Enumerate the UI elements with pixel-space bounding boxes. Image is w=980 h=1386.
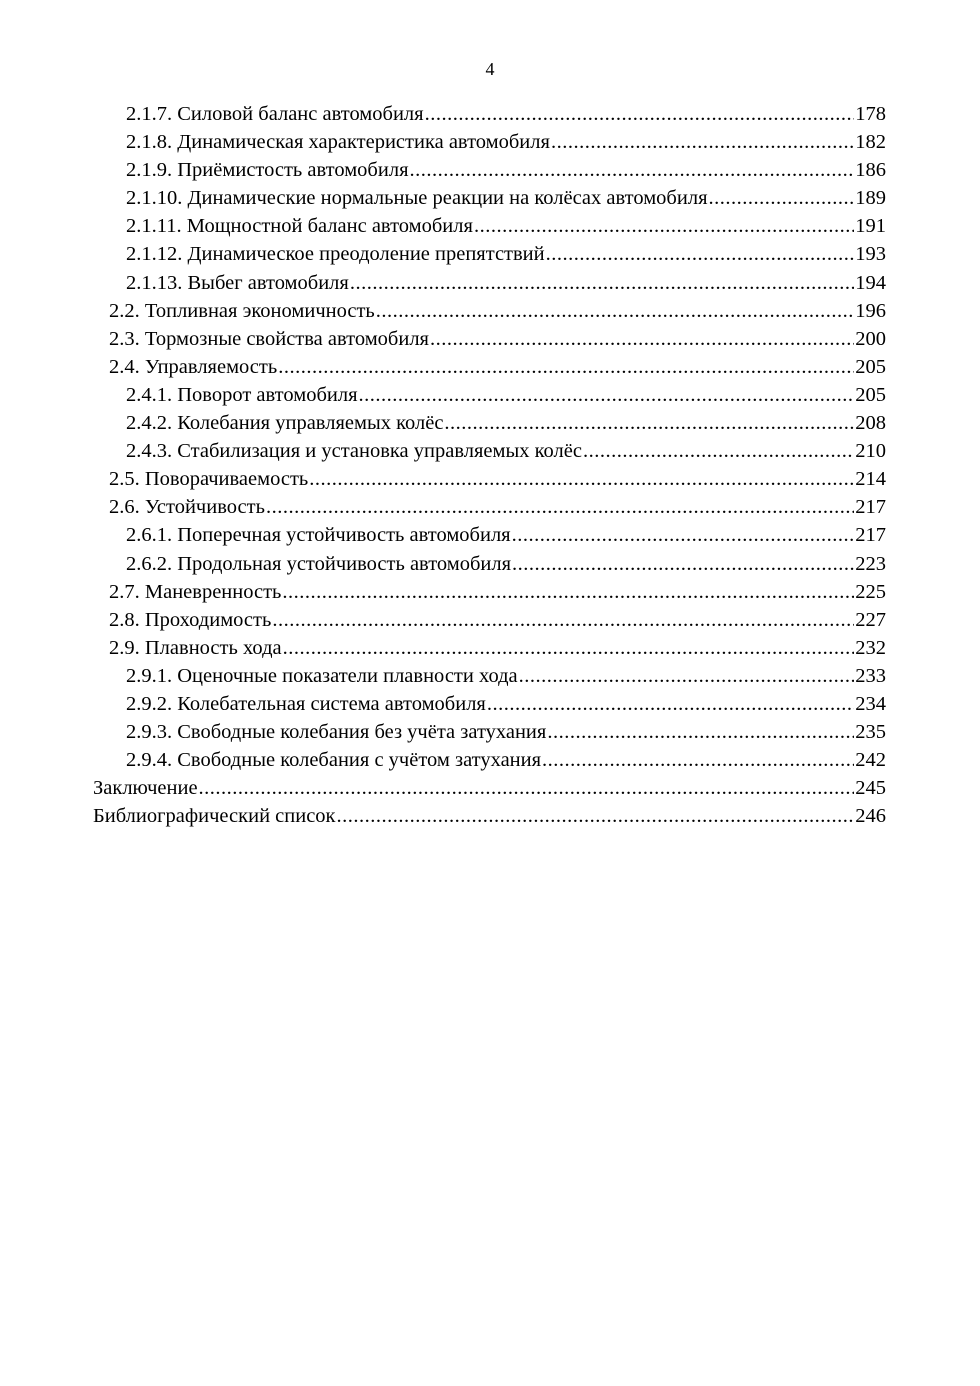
toc-entry-page: 189 [855, 187, 886, 210]
toc-entry-title: 2.1.10. Динамические нормальные реакции на колёсах автомобиля [126, 187, 708, 210]
toc-dot-leader [350, 269, 854, 297]
toc-entry-page: 208 [855, 412, 886, 435]
toc-entry-title: 2.1.7. Силовой баланс автомобиля [126, 103, 424, 125]
toc-entry-page: 217 [855, 496, 886, 519]
toc-entry [93, 802, 886, 830]
toc-dot-leader [583, 437, 854, 465]
toc-entry [93, 493, 886, 521]
toc-dot-leader [278, 353, 854, 381]
toc-dot-leader [444, 409, 854, 437]
toc-entry-title: 2.8. Проходимость [109, 608, 272, 631]
toc-entry-page: 186 [855, 159, 886, 182]
toc-dot-leader [512, 550, 854, 578]
toc-entry-title: 2.1.8. Динамическая характеристика автомобиля [126, 131, 550, 154]
toc-entry-page: 232 [855, 636, 886, 659]
toc-dot-leader [283, 634, 855, 662]
toc-entry-title: 2.1.11. Мощностной баланс автомобиля [126, 215, 473, 238]
table-of-contents [93, 100, 886, 830]
toc-entry-page: 182 [855, 131, 886, 154]
toc-entry [93, 156, 886, 184]
toc-entry [93, 521, 886, 549]
toc-entry-title: 2.4.2. Колебания управляемых колёс [126, 412, 444, 435]
toc-entry-page: 194 [855, 271, 886, 294]
toc-entry [93, 690, 886, 718]
toc-entry-page: 178 [855, 103, 886, 125]
toc-entry-page: 193 [855, 243, 886, 266]
toc-entry-title: 2.7. Маневренность [109, 580, 282, 603]
toc-entry-title: Заключение [93, 777, 198, 800]
toc-entry-title: 2.6.2. Продольная устойчивость автомобиля [126, 552, 512, 575]
toc-entry [93, 381, 886, 409]
toc-entry-page: 227 [855, 608, 886, 631]
toc-dot-leader [266, 493, 854, 521]
toc-dot-leader [410, 156, 855, 184]
toc-entry-title: 2.9.3. Свободные колебания без учёта затухания [126, 721, 547, 744]
toc-entry-page: 235 [855, 721, 886, 744]
toc-entry [93, 774, 886, 802]
toc-dot-leader [542, 746, 854, 774]
toc-entry [93, 465, 886, 493]
toc-dot-leader [199, 774, 855, 802]
toc-dot-leader [430, 325, 854, 353]
toc-entry [93, 409, 886, 437]
toc-entry-title: 2.3. Тормозные свойства автомобиля [109, 327, 429, 350]
toc-dot-leader [337, 802, 855, 830]
toc-entry-title: 2.9. Плавность хода [109, 636, 282, 659]
toc-dot-leader [546, 240, 855, 268]
toc-entry-page: 191 [855, 215, 886, 238]
toc-entry-title: 2.1.9. Приёмистость автомобиля [126, 159, 409, 182]
toc-entry-page: 205 [855, 383, 886, 406]
toc-entry-page: 210 [855, 440, 886, 463]
toc-entry [93, 606, 886, 634]
toc-dot-leader [272, 606, 854, 634]
toc-entry-page: 205 [855, 355, 886, 378]
page-number: 4 [485, 59, 495, 79]
toc-entry [93, 128, 886, 156]
toc-entry-title: 2.9.1. Оценочные показатели плавности хода [126, 664, 518, 687]
toc-entry [93, 297, 886, 325]
toc-entry-title: 2.4. Управляемость [109, 355, 278, 378]
toc-entry-title: 2.4.3. Стабилизация и установка управляемых колёс [126, 440, 582, 463]
toc-entry-page: 245 [855, 777, 886, 800]
toc-dot-leader [487, 690, 854, 718]
toc-entry [93, 718, 886, 746]
toc-entry-page: 233 [855, 664, 886, 687]
toc-entry-title: 2.4.1. Поворот автомобиля [126, 383, 358, 406]
toc-entry-title: 2.2. Топливная экономичность [109, 299, 375, 322]
toc-dot-leader [376, 297, 854, 325]
toc-dot-leader [474, 212, 854, 240]
toc-entry-page: 217 [855, 524, 886, 547]
toc-dot-leader [709, 184, 855, 212]
toc-entry [93, 240, 886, 268]
toc-entry [93, 269, 886, 297]
toc-entry-title: 2.6.1. Поперечная устойчивость автомобиля [126, 524, 511, 547]
toc-entry-page: 223 [855, 552, 886, 575]
toc-entry [93, 325, 886, 353]
toc-entry [93, 662, 886, 690]
toc-entry-page: 246 [855, 805, 886, 828]
toc-entry [93, 746, 886, 774]
toc-dot-leader [551, 128, 854, 156]
toc-dot-leader [359, 381, 855, 409]
toc-entry-title: 2.9.2. Колебательная система автомобиля [126, 692, 486, 715]
toc-entry-page: 234 [855, 692, 886, 715]
toc-entry-title: 2.9.4. Свободные колебания с учётом затухания [126, 749, 542, 772]
toc-dot-leader [282, 578, 854, 606]
toc-entry-page: 225 [855, 580, 886, 603]
toc-entry-page: 214 [855, 468, 886, 491]
toc-entry-page: 242 [855, 749, 886, 772]
toc-entry [93, 437, 886, 465]
toc-entry-title: 2.5. Поворачиваемость [109, 468, 309, 491]
toc-entry [93, 184, 886, 212]
toc-entry [93, 634, 886, 662]
toc-entry-title: 2.1.12. Динамическое преодоление препятствий [126, 243, 545, 266]
toc-dot-leader [547, 718, 854, 746]
toc-entry-page: 196 [855, 299, 886, 322]
toc-entry [93, 550, 886, 578]
toc-entry [93, 353, 886, 381]
toc-dot-leader [425, 100, 855, 128]
toc-dot-leader [309, 465, 854, 493]
toc-entry-title: 2.1.13. Выбег автомобиля [126, 271, 349, 294]
toc-dot-leader [512, 521, 855, 549]
toc-entry-title: 2.6. Устойчивость [109, 496, 265, 519]
toc-entry-title: Библиографический список [93, 805, 336, 828]
toc-entry [93, 212, 886, 240]
toc-dot-leader [519, 662, 855, 690]
toc-entry [93, 100, 886, 128]
toc-entry [93, 578, 886, 606]
toc-entry-page: 200 [855, 327, 886, 350]
